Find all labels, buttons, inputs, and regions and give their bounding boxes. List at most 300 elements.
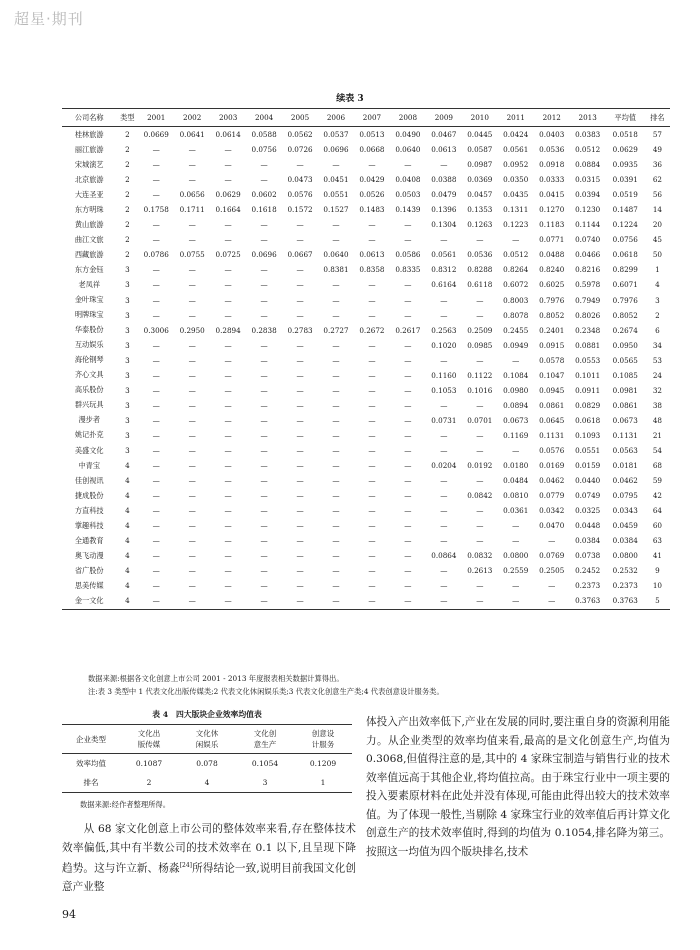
table-cell: 0.0810 [503,491,529,501]
table-cell: 0.8003 [503,295,529,305]
table-cell: — [404,551,412,561]
table-cell: — [368,160,376,170]
table-row [62,578,670,593]
table-cell: 2 [125,220,130,230]
column-header: 文化休 闲娱乐 [178,725,236,754]
row-label: 北京旅游 [74,174,104,184]
table-cell: — [224,145,232,155]
table-cell: — [404,280,412,290]
table-cell: 49 [652,145,662,155]
table-cell: 0.0383 [575,130,601,140]
table-cell: — [296,340,304,350]
row-label: 曲江文旅 [74,234,104,244]
table-cell: 0.6118 [467,280,493,290]
table-cell: — [260,551,268,561]
table-cell: — [296,521,304,531]
table-cell: 0.1664 [215,205,241,215]
table-cell: — [260,476,268,486]
table-cell: — [404,160,412,170]
table-cell: 0.0738 [575,551,601,561]
table-row [62,398,670,413]
table-cell: — [440,295,448,305]
table-cell: — [512,355,520,365]
table-cell: 0.0786 [143,250,169,260]
table-cell: 0.2672 [359,325,385,335]
table3-type-note: 注:表 3 类型中 1 代表文化出版传媒类;2 代表文化休闲娱乐类;3 代表文化创意生产类;4 代表创意设计服务类。 [88,687,444,696]
table-cell: 0.1311 [503,205,529,215]
table-cell: — [188,280,196,290]
table-cell: 0.0755 [179,250,205,260]
table-cell: — [152,190,160,200]
table-cell: — [440,506,448,516]
table-cell: 0.1572 [287,205,313,215]
table-cell: — [404,521,412,531]
table-cell: — [332,461,340,471]
table-cell: — [260,400,268,410]
table-cell: — [224,385,232,395]
table-cell: 0.1758 [143,205,169,215]
column-header: 2004 [246,109,282,127]
table-cell: 0.1160 [431,370,457,380]
column-header: 类型 [116,109,138,127]
table-cell: — [188,175,196,185]
table-cell: — [404,310,412,320]
table-cell: 0.0462 [539,476,565,486]
table-cell: — [332,400,340,410]
table-cell: 4 [178,773,236,793]
table-cell: — [440,491,448,501]
column-header: 2007 [354,109,390,127]
table-cell: 0.1224 [612,220,638,230]
table-cell: — [282,593,318,609]
table-cell: — [404,385,412,395]
table-cell: — [152,280,160,290]
table-cell: — [188,235,196,245]
body-text-right [366,713,670,861]
table-row [62,563,670,578]
table-cell: 53 [652,355,662,365]
table-cell: — [476,521,484,531]
table-cell: 0.0565 [612,355,638,365]
table-cell: 0.2401 [539,325,565,335]
table-cell: — [224,280,232,290]
row-label: 全通教育 [74,535,104,545]
table-cell: — [440,536,448,546]
table-row [62,503,670,518]
table-cell: — [188,400,196,410]
table-cell: 0.1618 [251,205,277,215]
table-cell: 0.0333 [539,175,565,185]
table-cell: 0.0479 [431,190,457,200]
table-cell: — [260,295,268,305]
table-row [62,308,670,323]
table-cell: — [152,160,160,170]
table-cell: — [368,220,376,230]
table-cell: 0.0640 [323,250,349,260]
table-cell: — [260,385,268,395]
table-cell: 0.8381 [323,265,349,275]
table-cell: — [296,430,304,440]
table-cell: — [404,415,412,425]
table-cell: 4 [125,581,130,591]
table-cell: 0.0669 [143,130,169,140]
table-cell: — [404,295,412,305]
table-cell: — [260,415,268,425]
table-cell: 0.6025 [539,280,565,290]
table-cell: — [260,175,268,185]
table-cell: 0.0578 [539,355,565,365]
table-cell: 0.0561 [503,145,529,155]
table-cell: — [188,340,196,350]
table-cell: 4 [125,506,130,516]
table-cell: 64 [652,506,662,516]
table-cell: 0.0462 [612,476,638,486]
table-cell: 0.0466 [575,250,601,260]
table-cell: 0.7976 [612,295,638,305]
table-cell: — [404,370,412,380]
table-cell: 0.1093 [575,430,601,440]
table-cell: 68 [652,461,662,471]
table-cell: — [332,310,340,320]
table-cell: 0.2613 [467,566,493,576]
table-cell: — [260,280,268,290]
table-cell: — [260,446,268,455]
table-cell: — [368,400,376,410]
table-cell: 0.1047 [539,370,565,380]
table-cell: — [224,355,232,365]
table-cell: — [404,340,412,350]
table-cell: — [152,551,160,561]
table-cell: 0.8264 [503,265,529,275]
table-cell: 0.2559 [503,566,529,576]
table-cell: 0.0519 [612,190,638,200]
table-row [62,247,670,262]
table-cell: 0.0950 [612,340,638,350]
table-cell: 3 [125,295,130,305]
table-cell: — [224,310,232,320]
table-cell: 0.0701 [467,415,493,425]
table-cell: 0.0536 [539,145,565,155]
table-cell: 0.0613 [359,250,385,260]
table-cell: 0.0394 [575,190,601,200]
table-cell: 2 [125,130,130,140]
table-cell: 0.0159 [575,461,601,471]
page-number: 94 [62,908,76,921]
table-cell: 0.1711 [179,205,205,215]
table-cell: — [260,506,268,516]
table-cell: 0.0562 [287,130,313,140]
table-cell: — [152,385,160,395]
table-cell: — [224,160,232,170]
table-cell: 0.0490 [395,130,421,140]
table-row [62,383,670,398]
table-cell: 48 [652,415,662,425]
table-cell: — [404,446,412,455]
table-cell: — [296,461,304,471]
table-cell: — [296,355,304,365]
row-label: 东方金钰 [74,264,104,274]
table-cell: — [224,295,232,305]
table-cell: 0.0537 [323,130,349,140]
table-cell: 0.0769 [539,551,565,561]
column-header: 2002 [174,109,210,127]
table-cell: 0.0618 [575,415,601,425]
table-cell: 3 [125,325,130,335]
table-cell: 0.0673 [503,415,529,425]
table-cell: 0.8078 [503,310,529,320]
table-cell: — [512,581,520,591]
table-cell: 0.0911 [575,385,601,395]
table-cell: 0.6072 [503,280,529,290]
table-cell: — [332,536,340,546]
row-label: 思美传媒 [74,580,104,590]
table-cell: — [260,491,268,501]
table-cell: 0.0602 [251,190,277,200]
table-cell: — [332,446,340,455]
table-cell: 3 [125,310,130,320]
table-cell: 0.0587 [467,145,493,155]
table-cell: — [440,566,448,576]
table-cell: — [152,145,160,155]
table-cell: 0.0448 [575,521,601,531]
table-cell: — [260,160,268,170]
table-cell: 57 [652,130,662,140]
column-header: 创意设 计服务 [294,725,352,754]
table-cell: — [152,430,160,440]
table-cell: 0.6071 [612,280,638,290]
table-row [62,773,352,793]
table-cell: 0.0864 [431,551,457,561]
table-cell: 0.1439 [395,205,421,215]
table-cell: 41 [652,551,662,561]
table-cell: — [332,430,340,440]
table-cell: — [368,521,376,531]
table-cell: 0.0725 [215,250,241,260]
table-cell: — [534,593,570,609]
column-header: 2012 [534,109,570,127]
table-cell: — [404,506,412,516]
table-cell: 0.1016 [467,385,493,395]
table-cell: — [404,566,412,576]
table-cell: — [224,461,232,471]
row-label: 中青宝 [78,460,101,470]
table-cell: — [404,235,412,245]
table-cell: — [260,355,268,365]
column-header: 2011 [498,109,534,127]
table-cell: 0.0424 [503,130,529,140]
sector-mean-table [62,724,352,793]
row-label: 排名 [62,773,120,793]
row-label: 群兴玩具 [74,400,104,410]
table-cell: 45 [652,235,662,245]
table-cell: — [440,446,448,455]
table-cell: 4 [125,476,130,486]
row-label: 老凤祥 [78,279,101,289]
table-cell: 0.1230 [575,205,601,215]
table-cell: — [152,175,160,185]
table-cell: 0.0488 [539,250,565,260]
table-row [62,533,670,548]
table-cell: — [174,593,210,609]
table-cell: — [188,506,196,516]
table-cell: — [152,265,160,275]
table-header-row [62,725,352,754]
table-row [62,754,352,774]
table-row [62,127,670,143]
table-cell: — [368,370,376,380]
table-cell: 0.2783 [287,325,313,335]
table-cell: 0.0980 [503,385,529,395]
table-cell: 5 [645,593,670,609]
table-cell: — [152,566,160,576]
column-header: 2013 [570,109,606,127]
table-cell: — [368,536,376,546]
table-cell: 0.0894 [503,400,529,410]
table-cell: — [224,506,232,516]
table-cell: 0.8052 [539,310,565,320]
table-cell: — [548,536,556,546]
table-cell: — [260,461,268,471]
table-cell: — [296,551,304,561]
table-cell: — [296,581,304,591]
table-cell: 0.7976 [539,295,565,305]
table-cell: — [368,566,376,576]
row-label: 互动娱乐 [74,340,104,350]
table-cell: 0.1053 [431,385,457,395]
table-row [62,443,670,458]
table-cell: — [188,446,196,455]
table-cell: 0.0343 [612,506,638,516]
row-label: 大连圣亚 [74,189,104,199]
table-cell: — [296,566,304,576]
column-header: 2010 [462,109,498,127]
table-cell: — [548,581,556,591]
table-cell: — [296,310,304,320]
table-cell: 3 [655,295,660,305]
table-cell: — [332,280,340,290]
table-cell: — [476,235,484,245]
table-cell: 0.0884 [575,160,601,170]
table-cell: 0.8335 [395,265,421,275]
row-label: 金一文化 [62,593,116,609]
table-cell: — [404,476,412,486]
table-cell: 0.0467 [431,130,457,140]
table-cell: 0.2950 [179,325,205,335]
table-cell: 0.0696 [251,250,277,260]
table-cell: 0.1011 [575,370,601,380]
table-cell: 4 [125,566,130,576]
table-cell: 0.0667 [287,250,313,260]
column-header: 2005 [282,109,318,127]
table-cell: 0.1263 [467,220,493,230]
table-cell: 0.0342 [539,506,565,516]
row-label: 美盛文化 [74,445,104,455]
table-cell: — [462,593,498,609]
row-label: 桂林旅游 [74,129,104,139]
table-cell: 3 [125,370,130,380]
table-cell: 0.1020 [431,340,457,350]
row-label: 海伦钢琴 [74,355,104,365]
table-cell: — [368,415,376,425]
table-cell: 56 [652,190,662,200]
table-cell: — [296,370,304,380]
table-cell: — [296,415,304,425]
table-cell: 0.2348 [575,325,601,335]
table-cell: 0.0771 [539,235,565,245]
table-cell: 62 [652,175,662,185]
table-cell: 0.1209 [309,759,337,768]
table-cell: — [368,461,376,471]
table-cell: 0.0614 [215,130,241,140]
table-cell: 0.0749 [575,491,601,501]
table-cell: — [224,521,232,531]
table-cell: 0.1487 [612,205,638,215]
table-cell: 0.0473 [287,175,313,185]
table-cell: 1 [294,773,352,793]
table-cell: 0.1144 [575,220,601,230]
row-label: 方直科技 [74,505,104,515]
table-cell: — [368,235,376,245]
table-row [62,157,670,172]
table-cell: — [224,566,232,576]
table-cell: 0.0503 [395,190,421,200]
table-cell: 0.0576 [539,446,565,455]
column-header: 2009 [426,109,462,127]
table-cell: 2 [655,310,660,320]
table-row [62,473,670,488]
table-cell: — [152,220,160,230]
table-cell: — [224,536,232,546]
table-cell: 0.1304 [431,220,457,230]
table-cell: — [440,355,448,365]
table-cell: — [332,491,340,501]
table-cell: 0.1084 [503,370,529,380]
table-cell: 0.0512 [575,145,601,155]
table-cell: 0.2509 [467,325,493,335]
table-cell: 0.0415 [539,190,565,200]
table-cell: — [404,491,412,501]
table-cell: 0.0470 [539,521,565,531]
table-cell: 2 [120,773,178,793]
table-cell: 0.0391 [612,175,638,185]
table-cell: — [152,400,160,410]
table-cell: 0.1131 [612,430,638,440]
table-cell: — [188,415,196,425]
row-label: 丽江旅游 [74,144,104,154]
table-cell: — [476,310,484,320]
table-cell: — [260,370,268,380]
table-cell: — [476,355,484,365]
column-header: 2001 [138,109,174,127]
table-cell: — [188,581,196,591]
table-cell: — [188,430,196,440]
table-cell: 0.0987 [467,160,493,170]
table-cell: — [296,160,304,170]
table-cell: — [224,370,232,380]
table-cell: 0.0576 [287,190,313,200]
table-cell: — [426,593,462,609]
table-cell: 2 [125,235,130,245]
table-cell: 0.1483 [359,205,385,215]
table-cell: — [476,295,484,305]
table-cell: 0.0629 [215,190,241,200]
table-cell: 3 [125,415,130,425]
table-cell: 32 [652,385,662,395]
table-cell: 0.8312 [431,265,457,275]
column-header: 文化创 意生产 [236,725,294,754]
table-cell: — [224,265,232,275]
row-label: 明牌珠宝 [74,310,104,320]
